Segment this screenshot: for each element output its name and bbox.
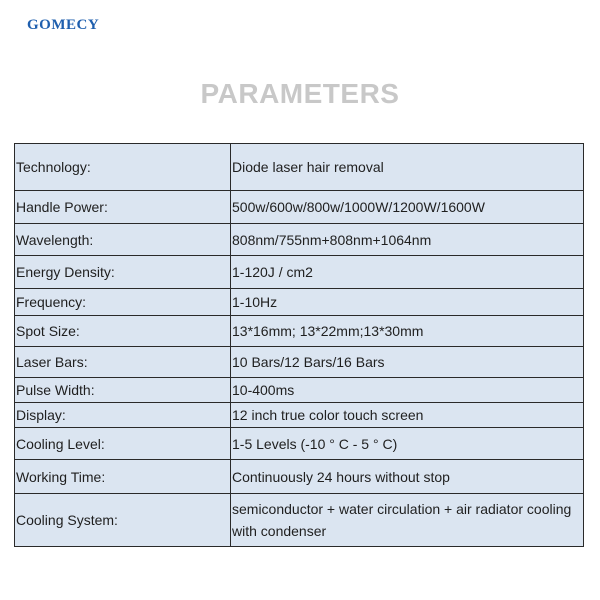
row-value: 13*16mm; 13*22mm;13*30mm	[231, 316, 584, 347]
row-label: Energy Density:	[15, 256, 231, 289]
table-row	[15, 144, 584, 191]
row-value: 1-5 Levels (-10 ° C - 5 ° C)	[231, 428, 584, 460]
row-value: 500w/600w/800w/1000W/1200W/1600W	[231, 191, 584, 224]
table-row	[15, 289, 584, 316]
page-title: PARAMETERS	[200, 78, 400, 109]
row-value: 808nm/755nm+808nm+1064nm	[231, 224, 584, 256]
row-value: 1-10Hz	[231, 289, 584, 316]
row-value: 1-120J / cm2	[231, 256, 584, 289]
table-row	[15, 191, 584, 224]
row-label: Frequency:	[15, 289, 231, 316]
table-row	[15, 494, 584, 547]
table-row	[15, 378, 584, 403]
row-value: 12 inch true color touch screen	[231, 403, 584, 428]
row-value: 10-400ms	[231, 378, 584, 403]
brand-logo: GOMECY	[27, 17, 100, 33]
row-value: 10 Bars/12 Bars/16 Bars	[231, 347, 584, 378]
row-label: Display:	[15, 403, 231, 428]
table-row	[15, 460, 584, 494]
row-label: Pulse Width:	[15, 378, 231, 403]
table-row	[15, 347, 584, 378]
table-row	[15, 224, 584, 256]
row-label: Spot Size:	[15, 316, 231, 347]
row-label: Technology:	[15, 144, 231, 191]
row-label: Working Time:	[15, 460, 231, 494]
row-value: semiconductor + water circulation + air radiator cooling with condenser	[231, 494, 584, 547]
table-row	[15, 428, 584, 460]
row-value: Diode laser hair removal	[231, 144, 584, 191]
row-label: Wavelength:	[15, 224, 231, 256]
row-label: Handle Power:	[15, 191, 231, 224]
row-value: Continuously 24 hours without stop	[231, 460, 584, 494]
parameters-table	[14, 143, 584, 547]
table-row	[15, 256, 584, 289]
row-label: Cooling Level:	[15, 428, 231, 460]
row-label: Cooling System:	[15, 494, 231, 547]
row-label: Laser Bars:	[15, 347, 231, 378]
table-row	[15, 316, 584, 347]
table-row	[15, 403, 584, 428]
